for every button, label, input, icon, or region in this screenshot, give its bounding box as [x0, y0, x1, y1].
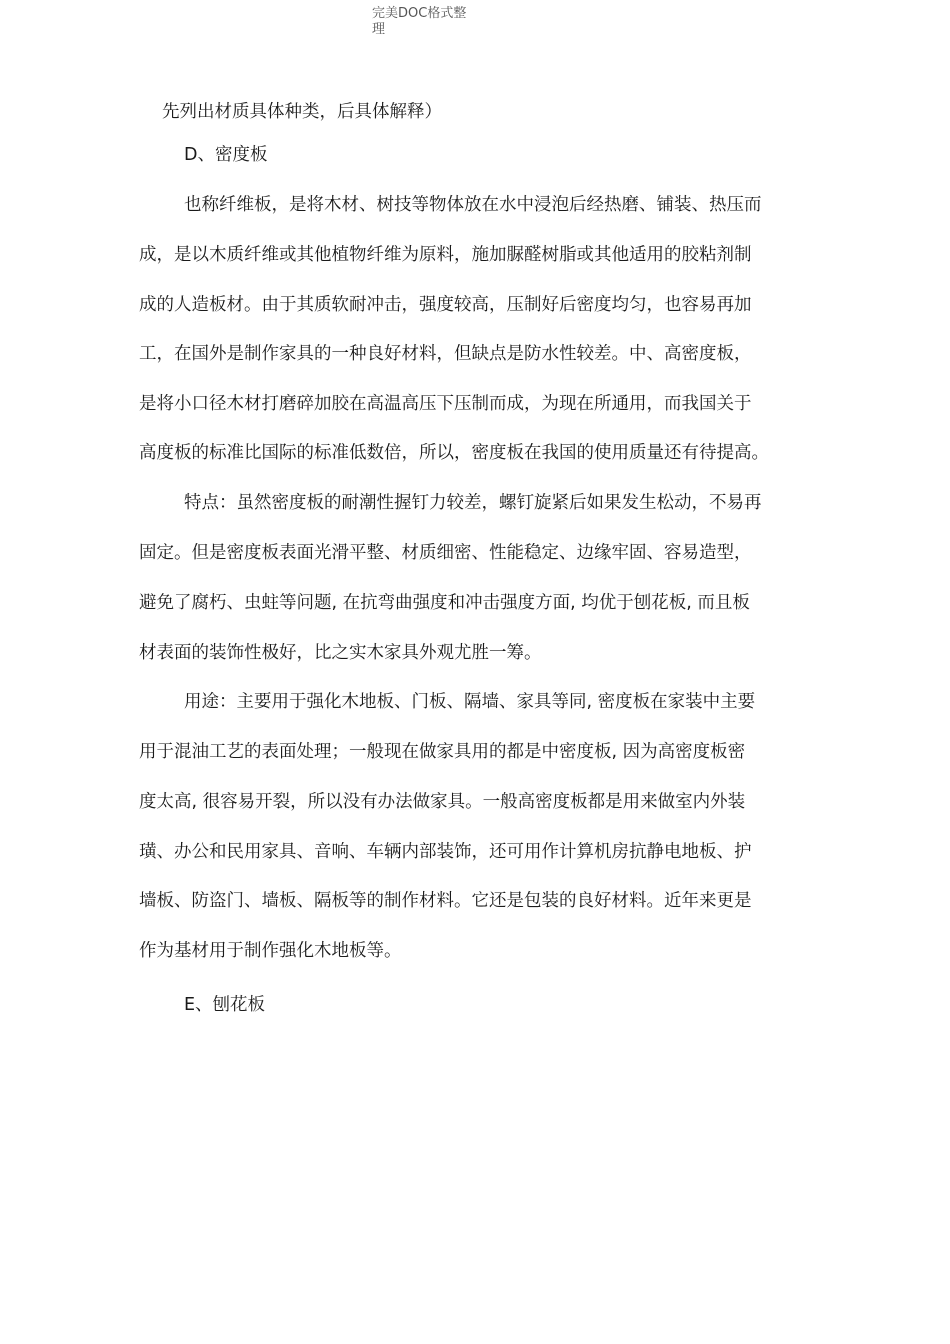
paragraph-line: 作为基材用于制作强化木地板等。: [139, 941, 402, 961]
paragraph-line: 材表面的装饰性极好，比之实木家具外观尤胜一筹。: [139, 643, 542, 663]
paragraph-line: 工，在国外是制作家具的一种良好材料，但缺点是防水性较差。中、高密度板，: [139, 344, 752, 364]
header-line-1: 完美DOC格式整: [372, 6, 467, 21]
paragraph-line: 避免了腐朽、虫蛀等问题, 在抗弯曲强度和冲击强度方面, 均优于刨花板, 而且板: [139, 593, 750, 613]
paragraph-line: 也称纤维板，是将木材、树技等物体放在水中浸泡后经热磨、铺装、热压而: [184, 195, 762, 215]
section-d-heading: D、密度板: [184, 145, 268, 165]
paragraph-line: 成的人造板材。由于其质软耐冲击，强度较高，压制好后密度均匀，也容易再加: [139, 295, 752, 315]
paragraph-line: 用于混油工艺的表面处理；一般现在做家具用的都是中密度板, 因为高密度板密: [139, 742, 746, 762]
header-line-2: 理: [372, 22, 386, 37]
paragraph-line: 璜、办公和民用家具、音响、车辆内部装饰，还可用作计算机房抗静电地板、护: [139, 842, 752, 862]
intro-text: 先列出材质具体种类，后具体解释）: [162, 102, 442, 122]
page-header: [372, 6, 484, 38]
paragraph-line: 用途：主要用于强化木地板、门板、隔墙、家具等同, 密度板在家装中主要: [184, 692, 756, 712]
section-e-heading: E、刨花板: [184, 995, 266, 1015]
paragraph-line: 特点：虽然密度板的耐潮性握钉力较差，螺钉旋紧后如果发生松动，不易再: [184, 493, 762, 513]
paragraph-line: 度太高, 很容易开裂，所以没有办法做家具。一般高密度板都是用来做室内外装: [139, 792, 746, 812]
paragraph-line: 固定。但是密度板表面光滑平整、材质细密、性能稳定、边缘牢固、容易造型，: [139, 543, 752, 563]
paragraph-line: 是将小口径木材打磨碎加胶在高温高压下压制而成，为现在所通用，而我国关于: [139, 394, 752, 414]
paragraph-line: 墙板、防盗门、墙板、隔板等的制作材料。它还是包装的良好材料。近年来更是: [139, 891, 752, 911]
paragraph-line: 成，是以木质纤维或其他植物纤维为原料，施加脲醛树脂或其他适用的胶粘剂制: [139, 245, 752, 265]
paragraph-line: 高度板的标准比国际的标准低数倍，所以，密度板在我国的使用质量还有待提高。: [139, 443, 769, 463]
